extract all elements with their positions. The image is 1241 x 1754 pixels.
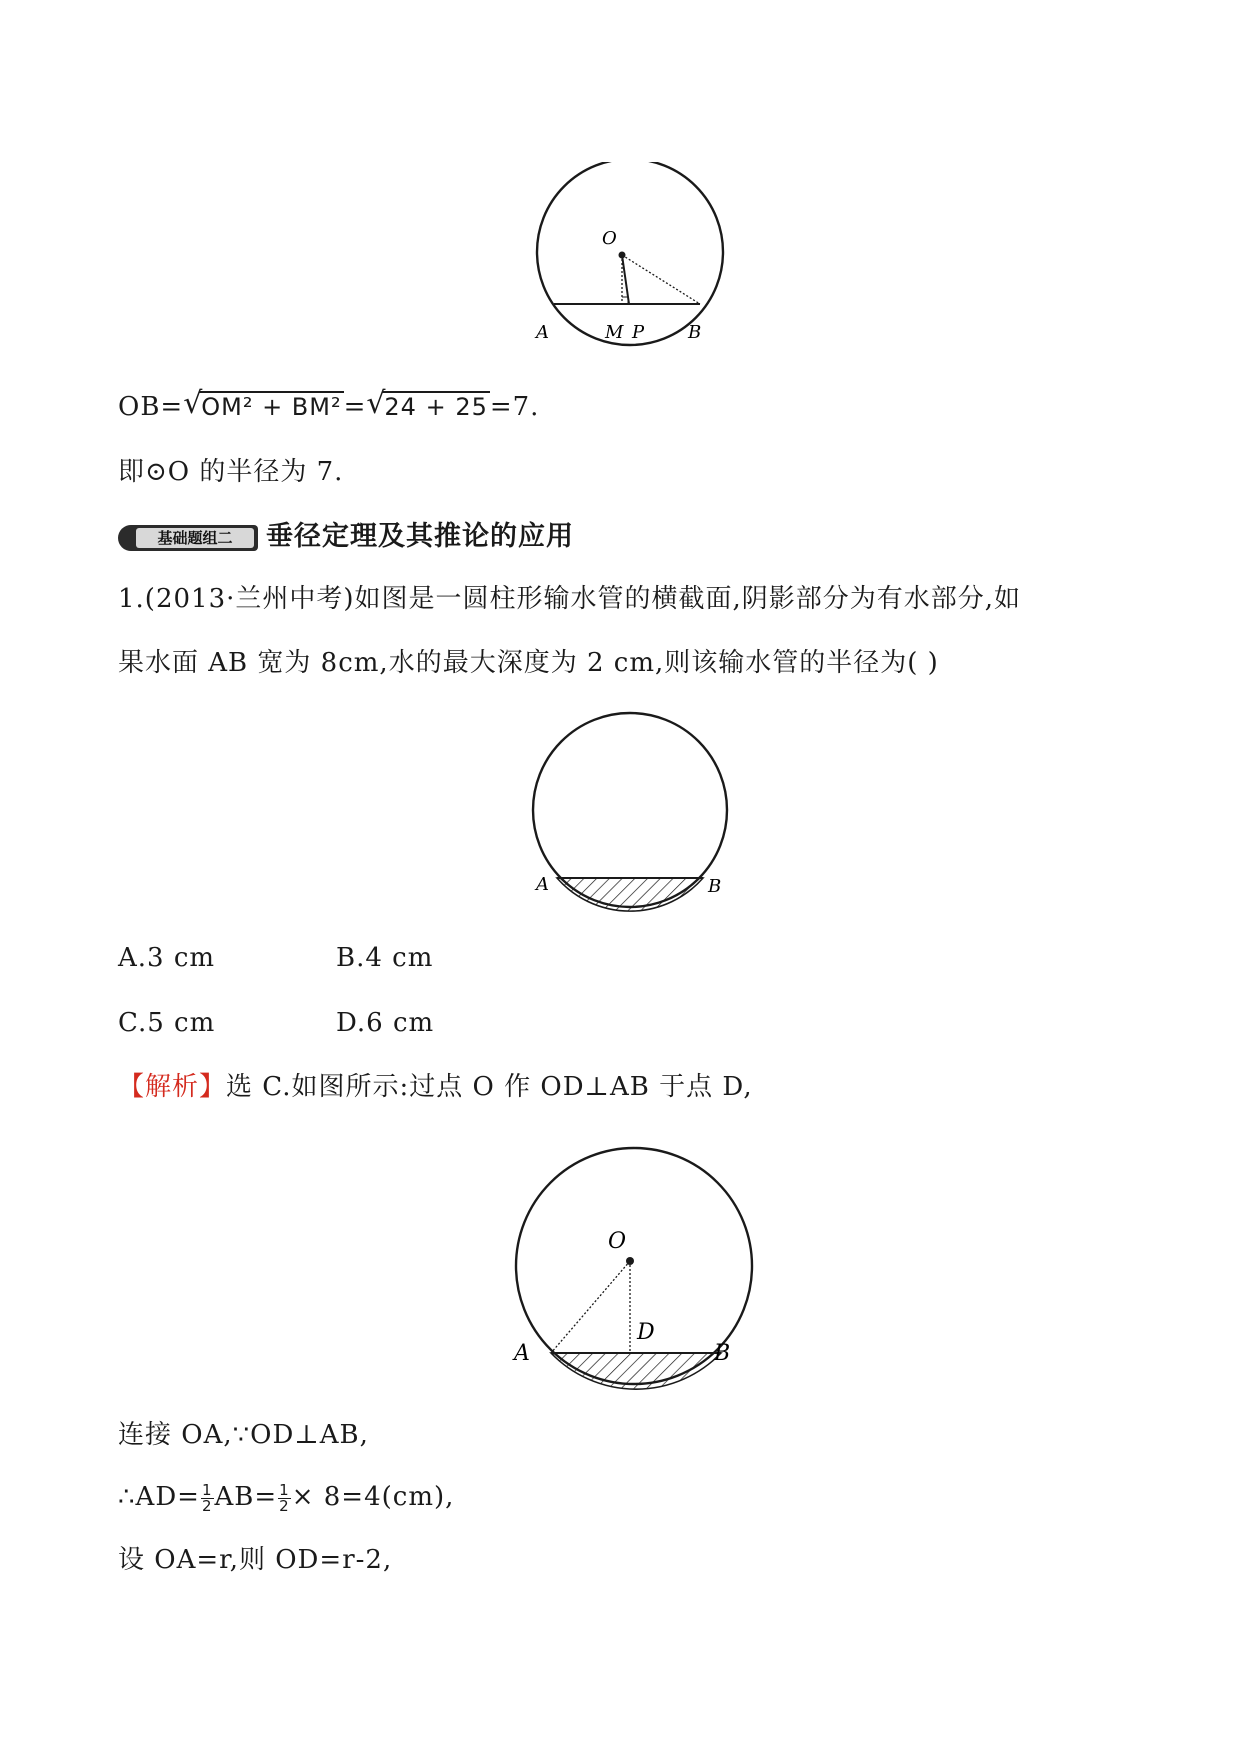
label-d: D — [637, 1320, 655, 1345]
step-2 — [118, 1480, 454, 1514]
formula-ob — [118, 386, 540, 424]
fraction-numerator: 1 — [279, 1480, 290, 1499]
label-b: B — [708, 876, 722, 897]
step2-suffix: × 8=4(cm), — [291, 1482, 455, 1512]
center-point — [626, 1257, 634, 1265]
formula-lhs: OB= — [118, 392, 184, 422]
figure-pipe-cross-section — [520, 700, 740, 915]
sqrt-content-1: OM² + BM² — [201, 393, 342, 421]
label-b: B — [714, 1341, 731, 1366]
label-o: O — [602, 228, 617, 249]
formula-eq: = — [343, 392, 367, 422]
label-a: A — [514, 1341, 530, 1366]
right-angle-mark — [622, 297, 628, 304]
label-a: A — [536, 322, 549, 343]
segment-ob — [622, 255, 700, 304]
fraction-denominator: 2 — [201, 1496, 213, 1515]
analysis-text: 选 C.如图所示:过点 O 作 OD⊥AB 于点 D, — [226, 1072, 753, 1102]
section-title: 垂径定理及其推论的应用 — [266, 521, 574, 552]
question-line-2: 果水面 AB 宽为 8cm,水的最大深度为 2 cm,则该输水管的半径为( ) — [118, 648, 939, 678]
figure-circle-omp — [520, 162, 740, 357]
section-badge — [118, 525, 258, 551]
sqrt-content-2: 24 + 25 — [384, 393, 488, 421]
label-p: P — [632, 322, 645, 343]
fraction-half-2 — [278, 1480, 291, 1515]
circle-outline — [537, 162, 723, 345]
step-3: 设 OA=r,则 OD=r-2, — [118, 1545, 393, 1575]
label-o: O — [608, 1229, 627, 1254]
question-line-1: 1.(2013·兰州中考)如图是一圆柱形输水管的横截面,阴影部分为有水部分,如 — [118, 584, 1022, 614]
fraction-half-1 — [201, 1480, 214, 1515]
figure-solution-diagram — [500, 1140, 770, 1395]
label-m: M — [605, 322, 624, 343]
radius-statement: 即⊙O 的半径为 7. — [118, 457, 344, 487]
step2-mid: AB= — [214, 1482, 278, 1512]
analysis-tag: 【解析】 — [118, 1072, 227, 1102]
option-c: C.5 cm — [118, 1008, 216, 1038]
option-a: A.3 cm — [118, 943, 216, 973]
option-d: D.6 cm — [336, 1008, 435, 1038]
fraction-numerator: 1 — [201, 1480, 213, 1499]
analysis-line — [118, 1070, 753, 1104]
section-badge-label: 基础题组二 — [136, 528, 254, 548]
label-a: A — [536, 874, 549, 895]
formula-rhs: =7. — [489, 392, 540, 422]
center-point — [619, 252, 626, 259]
option-b: B.4 cm — [336, 943, 434, 973]
segment-oa — [551, 1261, 630, 1353]
label-b: B — [688, 322, 702, 343]
fraction-denominator: 2 — [279, 1496, 290, 1515]
sqrt-om-bm: √ OM² + BM² — [183, 386, 342, 421]
sqrt-24-25: √ 24 + 25 — [366, 386, 488, 421]
step2-prefix: ∴AD= — [118, 1482, 200, 1512]
step-1: 连接 OA,∵OD⊥AB, — [118, 1420, 369, 1450]
